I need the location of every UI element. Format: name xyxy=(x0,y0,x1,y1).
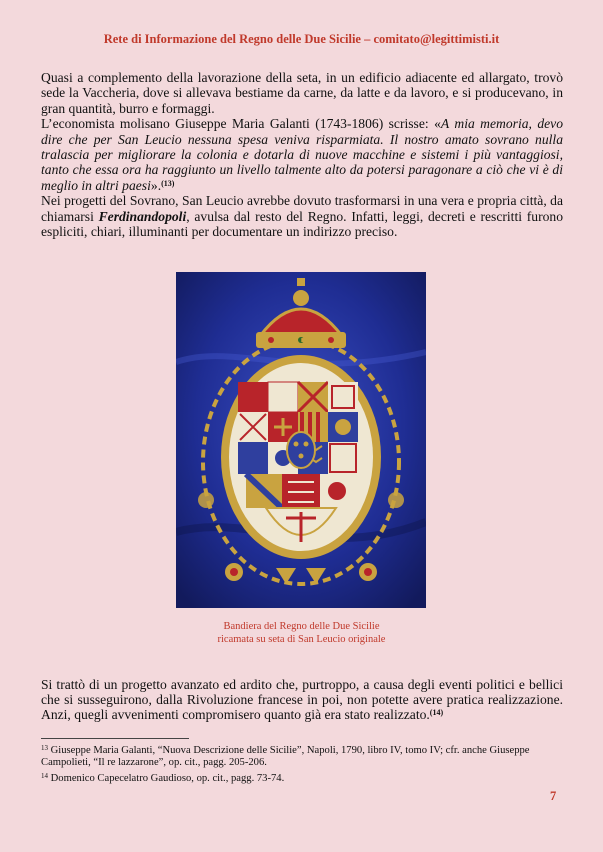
caption-line-2: ricamata su seta di San Leucio originale xyxy=(217,633,386,645)
footnote-13 xyxy=(41,742,563,770)
page-header: Rete di Informazione del Regno delle Due Sicilie – comitato@legittimisti.it xyxy=(103,32,500,46)
footnote-divider xyxy=(41,738,189,739)
paragraph-ferdinandopoli xyxy=(41,193,563,239)
ferdinandopoli-name: Ferdinandopoli xyxy=(98,208,187,224)
galanti-quote: A mia memoria, devo dire che per San Leucio nessuna spesa veniva risparmiata. Il nostro amato sovrano nulla tralascia per migliorare la colonia e dotarla di nuove macchine e sistemi i più vantaggiosi, tanto che essa ora ha raggiunto un livello talmente alto da potersi paragonare a ciò che vi è di meglio in altri paesi xyxy=(41,116,563,193)
ferdinandopoli-after: , avulsa dal resto del Regno. Infatti, leggi, decreti e rescritti furono espliciti, chiari, illuminanti per documentare un indirizzo preciso. xyxy=(41,208,563,240)
footnote-14-number: 14 xyxy=(41,771,48,780)
page-number: 7 xyxy=(550,789,557,803)
galanti-close: ». xyxy=(150,177,162,193)
paragraph-galanti xyxy=(41,116,563,193)
footnotes xyxy=(41,742,563,785)
caption-line-1: Bandiera del Regno delle Due Sicilie xyxy=(223,621,380,632)
flag-image xyxy=(176,272,426,608)
main-text xyxy=(41,70,563,239)
footnote-13-text: Giuseppe Maria Galanti, “Nuova Descrizione delle Sicilie”, Napoli, 1790, libro IV, tomo IV; cfr. anche Giuseppe Campolieti, “Il re lazzarone”, op. cit., pagg. 205-206. xyxy=(41,745,530,769)
figure-caption xyxy=(0,621,603,646)
galanti-intro: L’economista molisano Giuseppe Maria Galanti (1743-1806) scrisse: « xyxy=(41,116,441,132)
paragraph-vaccheria: Quasi a complemento della lavorazione della seta, in un edificio adiacente ed allargato, trovò sede la Vaccheria, dove si allevava bestiame da carne, da latte e da lavoro, e si producevano, in gran quantità, burro e formaggi. xyxy=(41,70,563,116)
paragraph-progetto xyxy=(41,677,563,723)
royal-coat-of-arms-icon xyxy=(176,272,426,608)
footnote-14 xyxy=(41,770,563,785)
progetto-text: Si trattò di un progetto avanzato ed ardito che, purtroppo, a causa degli eventi politici e bellici che si susseguirono, dalla Rivoluzione francese in poi, non potette avere pratica realizzazione. Anzi, quegli avvenimenti compromisero quanto già era stato realizzato. xyxy=(41,676,563,723)
ferdinandopoli-before: Nei progetti del Sovrano, San Leucio avrebbe dovuto trasformarsi in una vera e propria città, da chiamarsi xyxy=(41,193,563,224)
footnote-14-text: Domenico Capecelatro Gaudioso, op. cit., pagg. 73-74. xyxy=(50,772,285,784)
footnote-ref-13[interactable]: (13) xyxy=(161,178,175,188)
footnote-13-number: 13 xyxy=(41,744,48,752)
footnote-ref-14[interactable]: (14) xyxy=(429,708,444,718)
